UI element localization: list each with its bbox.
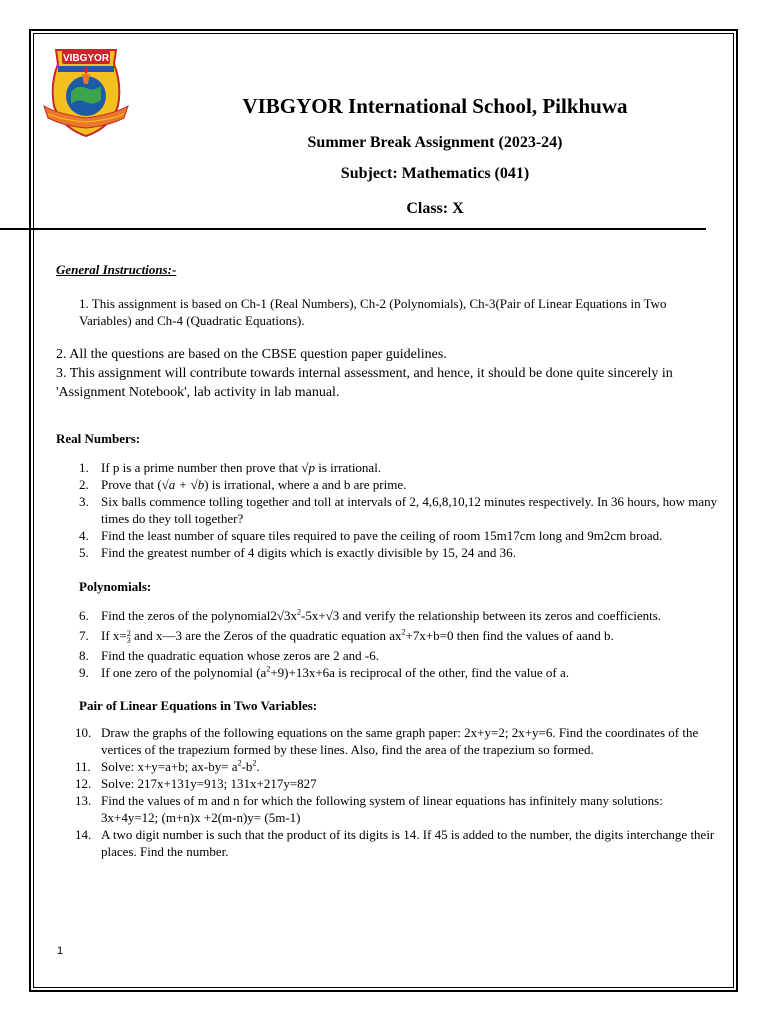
question-item: 8. Find the quadratic equation whose zeros are 2 and -6. bbox=[79, 648, 379, 664]
question-item: 14. A two digit number is such that the product of its digits is 14. If 45 is added to the number, the digits interchange their places. Find the number. bbox=[75, 827, 715, 859]
class-line: Class: X bbox=[406, 200, 464, 217]
polynomials-question-list bbox=[79, 607, 719, 681]
question-item: 4. Find the least number of square tiles required to pave the ceiling of room 15m17cm long and 9m2cm broad. bbox=[79, 528, 663, 543]
question-item: 5. Find the greatest number of 4 digits which is exactly divisible by 15, 24 and 36. bbox=[79, 545, 516, 560]
question-item: 12. Solve: 217x+131y=913; 131x+217y=827 bbox=[75, 776, 317, 791]
logo-wordmark: VIBGYOR bbox=[62, 53, 110, 64]
header-divider bbox=[0, 228, 706, 230]
section-heading-polynomials: Polynomials: bbox=[79, 579, 152, 594]
subject-line: Subject: Mathematics (041) bbox=[340, 165, 530, 182]
instruction-items-2-3 bbox=[56, 345, 716, 402]
question-item: 2. Prove that (√a + √b) is irrational, where a and b are prime. bbox=[79, 477, 407, 492]
question-item: 13. Find the values of m and n for which the following system of linear equations has infinitely many solutions: 3x+4y=12; (m+n)x +2(m-n)y= (5m-1) bbox=[75, 793, 663, 825]
question-item: 11. Solve: x+y=a+b; $ax-by= a^2-b^2$. bbox=[75, 758, 260, 774]
instruction-item-2: 2. All the questions are based on the CBSE question paper guidelines. bbox=[56, 347, 447, 362]
question-item: 1. If p is a prime number then prove that √p is irrational. bbox=[79, 460, 382, 475]
page-number: 1 bbox=[57, 945, 64, 957]
section-heading-linear-equations: Pair of Linear Equations in Two Variables: bbox=[79, 698, 318, 713]
linear-equations-question-list bbox=[75, 724, 719, 860]
question-item: 3. Six balls commence tolling together and toll at intervals of 2, 4,6,8,10,12 minutes respectively. In 36 hours, how many times do they toll together? bbox=[79, 494, 718, 526]
section-heading-real-numbers: Real Numbers: bbox=[56, 431, 141, 446]
question-item: 7. If x=2 3 and x—3 are the Zeros of the quadratic equation $ax^2+7x+b=0$ then find the values of aand b. bbox=[79, 627, 614, 646]
school-name: VIBGYOR International School, Pilkhuwa bbox=[242, 94, 628, 118]
assignment-title: Summer Break Assignment (2023-24) bbox=[307, 134, 563, 151]
general-instructions-heading: General Instructions:- bbox=[56, 262, 177, 277]
school-crest-logo bbox=[38, 44, 134, 140]
question-item: 9. If one zero of the polynomial $(a^2+9)+13x+6a$ is reciprocal of the other, find the value of a. bbox=[79, 664, 570, 681]
question-item: 6. Find the zeros of the $polynomial2√3x^2-5x+√3$ and verify the relationship between its zeros and coefficients. bbox=[79, 607, 662, 623]
instruction-item-1: 1. This assignment is based on Ch-1 (Real Numbers), Ch-2 (Polynomials), Ch-3(Pair of Linear Equations in Two Variables) and Ch-4 (Quadratic Equations). bbox=[79, 296, 667, 328]
instruction-item-3: 3. This assignment will contribute towards internal assessment, and hence, it should be done quite sincerely in 'Assignment Notebook', lab activity in lab manual. bbox=[56, 366, 673, 400]
question-item: 10. Draw the graphs of the following equations on the same graph paper: 2x+y=2; 2x+y=6. Find the coordinates of the vertices of the trapezium formed by these lines. Also, find the area of the trapezium so formed. bbox=[75, 725, 699, 757]
real-numbers-question-list bbox=[79, 459, 719, 561]
